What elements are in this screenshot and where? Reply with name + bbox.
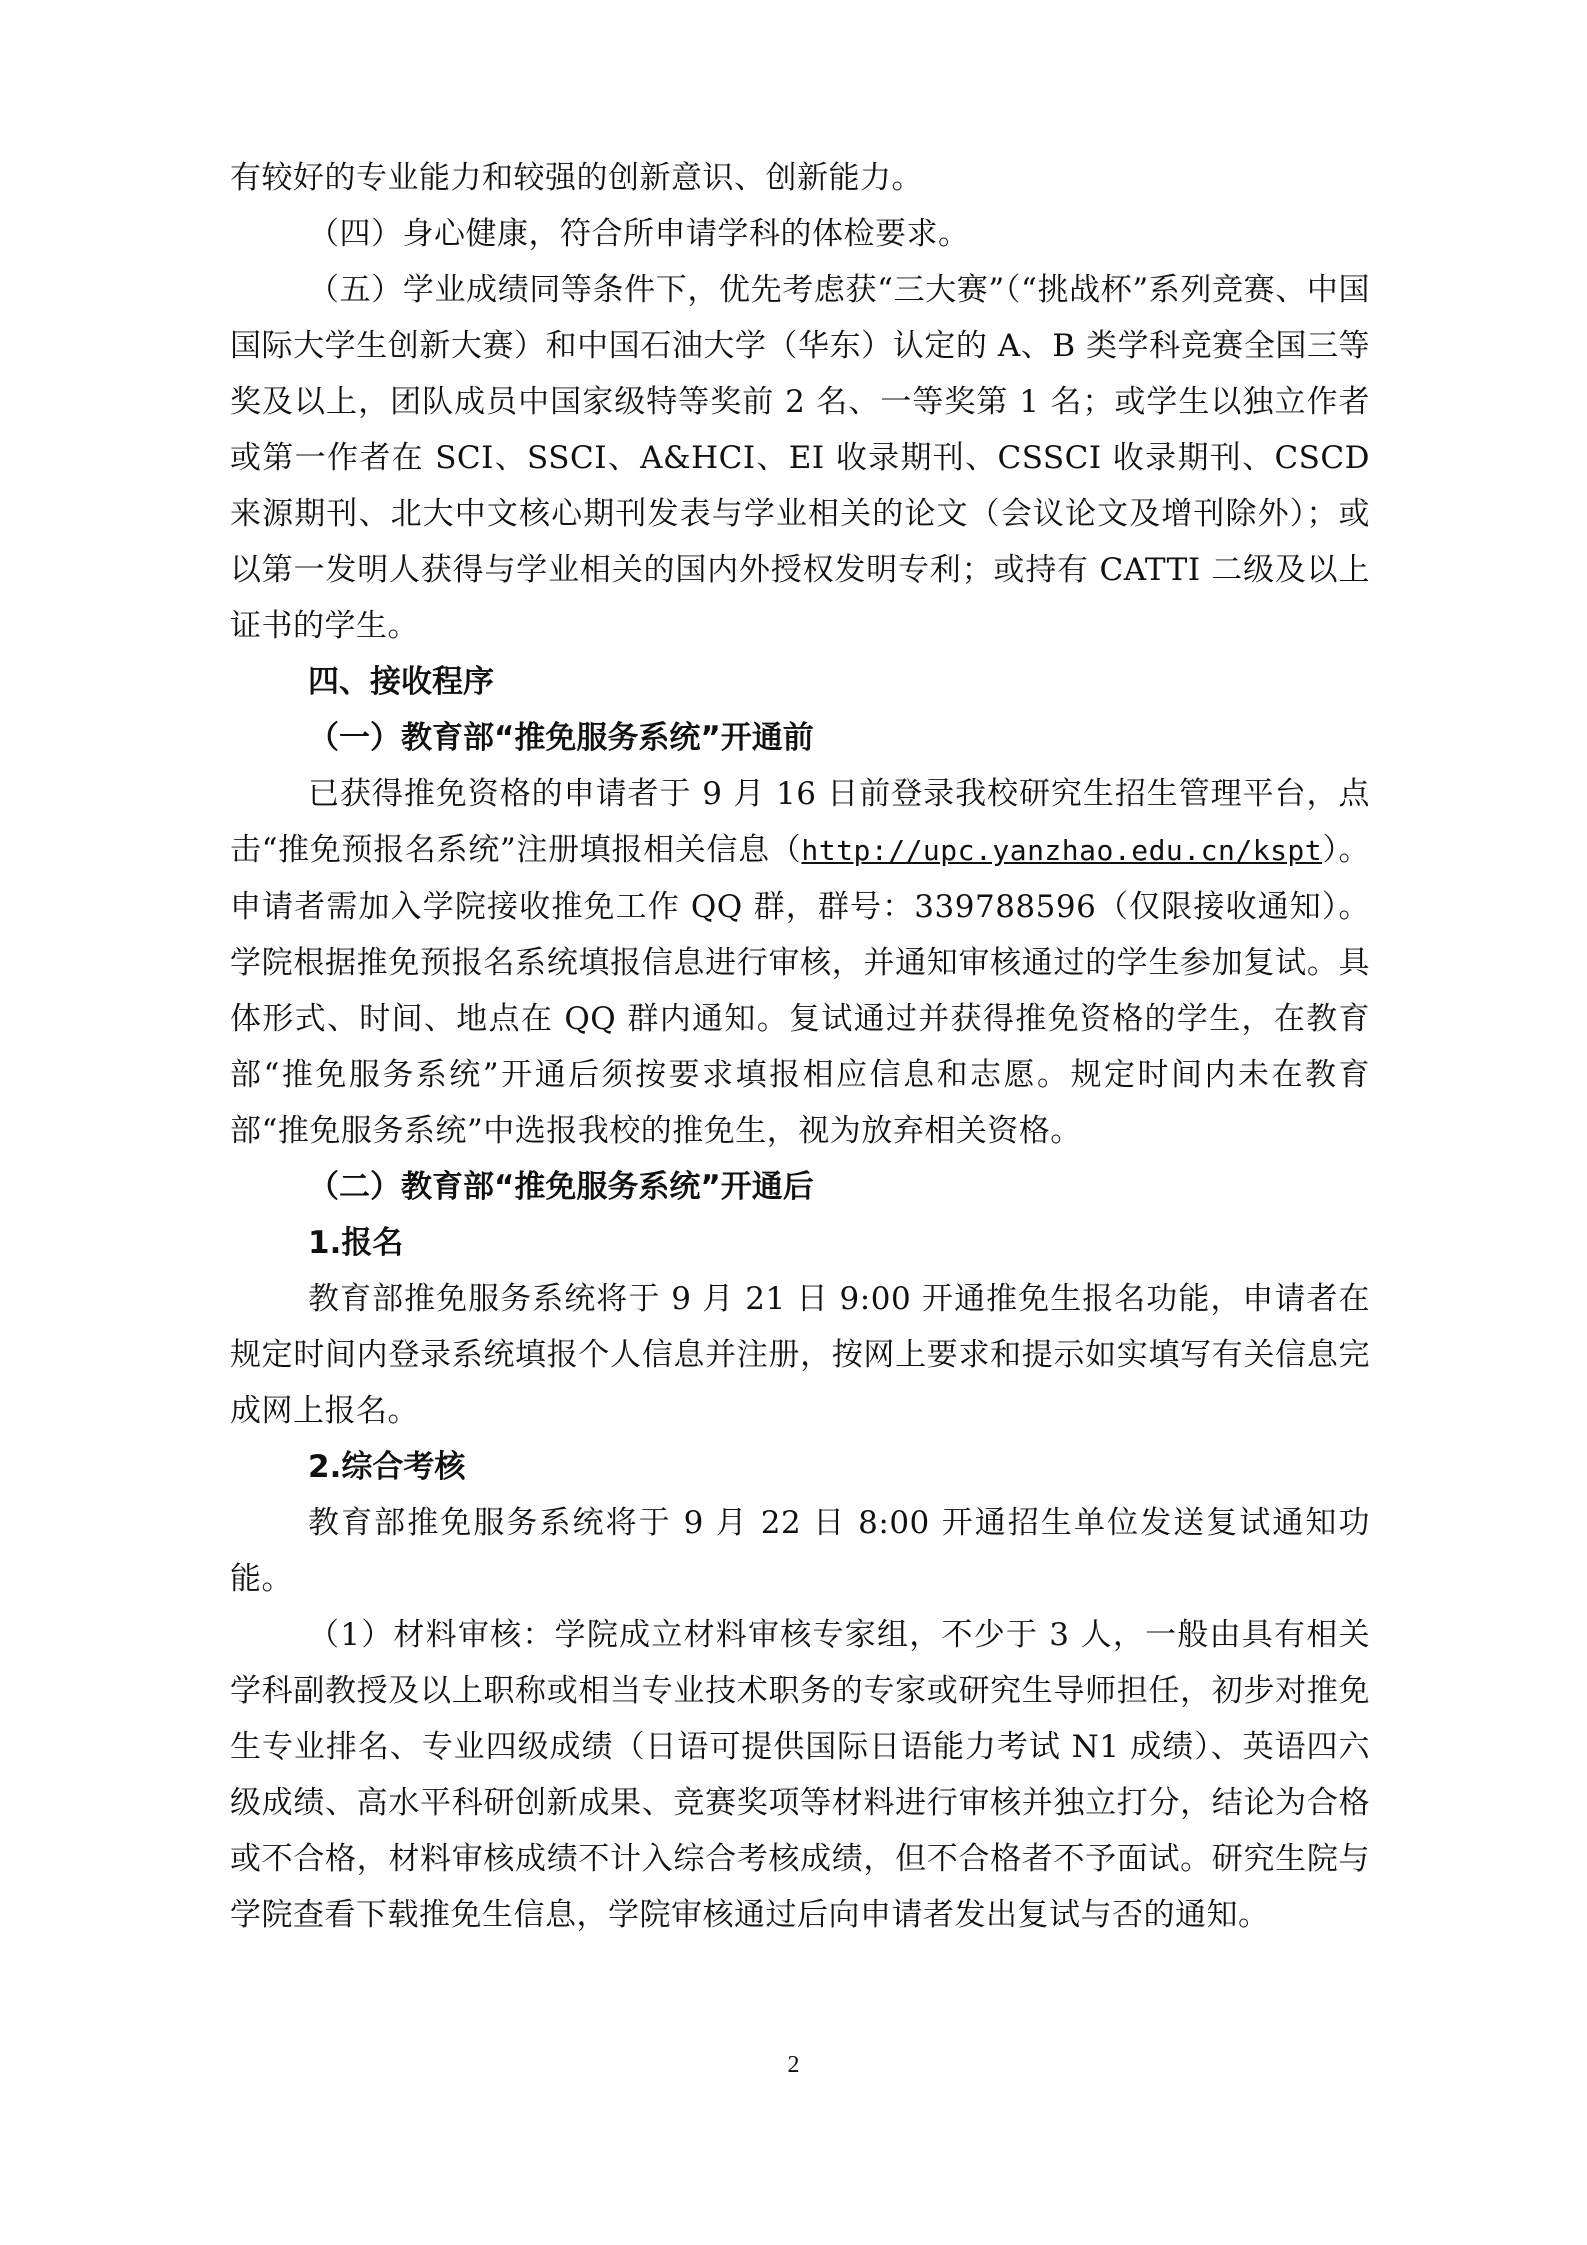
section-heading-admission-procedure: 四、接收程序	[308, 664, 494, 700]
paragraph-continuation: 有较好的专业能力和较强的创新意识、创新能力。	[230, 160, 923, 196]
pre-registration-text-before: 已获得推免资格的申请者于 9 月 16 日前登录我校研究生招生管理平台，点击“推免预报名系统”注册填报相关信息（	[230, 776, 1370, 868]
subsection-heading-before-system: （一）教育部“推免服务系统”开通前	[308, 720, 814, 756]
paragraph-registration: 教育部推免服务系统将于 9 月 21 日 9:00 开通推免生报名功能，申请者在规定时间内登录系统填报个人信息并注册，按网上要求和提示如实填写有关信息完成网上报名。	[230, 1281, 1370, 1429]
item-heading-assessment: 2.综合考核	[308, 1449, 466, 1485]
paragraph-retest-notice: 教育部推免服务系统将于 9 月 22 日 8:00 开通招生单位发送复试通知功能。	[230, 1505, 1370, 1597]
document-body	[230, 150, 1370, 1943]
item-heading-registration: 1.报名	[308, 1225, 404, 1261]
pre-registration-text-after: ）。申请者需加入学院接收推免工作 QQ 群，群号：339788596（仅限接收通知）。学院根据推免预报名系统填报信息进行审核，并通知审核通过的学生参加复试。具体形式、时间、地点在 QQ 群内通知。复试通过并获得推免资格的学生，在教育部“推免服务系统”开通后须按要求填报相应信息和志愿。规定时间内未在教育部“推免服务系统”中选报我校的推免生，视为放弃相关资格。	[230, 832, 1370, 1149]
paragraph-health-requirement: （四）身心健康，符合所申请学科的体检要求。	[308, 216, 970, 252]
paragraph-priority-conditions: （五）学业成绩同等条件下，优先考虑获“三大赛”（“挑战杯”系列竞赛、中国国际大学生创新大赛）和中国石油大学（华东）认定的 A、B 类学科竞赛全国三等奖及以上，团队成员中国家级特等奖前 2 名、一等奖第 1 名；或学生以独立作者或第一作者在 SCI、SSCI、A&HCI、EI 收录期刊、CSSCI 收录期刊、CSCD 来源期刊、北大中文核心期刊发表与学业相关的论文（会议论文及增刊除外）；或以第一发明人获得与学业相关的国内外授权发明专利；或持有 CATTI 二级及以上证书的学生。	[230, 272, 1370, 644]
registration-link[interactable]: http://upc.yanzhao.edu.cn/kspt	[801, 834, 1323, 867]
page-number: 2	[787, 2052, 800, 2078]
subsection-heading-after-system: （二）教育部“推免服务系统”开通后	[308, 1169, 814, 1205]
paragraph-material-review: （1）材料审核：学院成立材料审核专家组，不少于 3 人，一般由具有相关学科副教授及以上职称或相当专业技术职务的专家或研究生导师担任，初步对推免生专业排名、专业四级成绩（日语可提供国际日语能力考试 N1 成绩）、英语四六级成绩、高水平科研创新成果、竞赛奖项等材料进行审核并独立打分，结论为合格或不合格，材料审核成绩不计入综合考核成绩，但不合格者不予面试。研究生院与学院查看下载推免生信息，学院审核通过后向申请者发出复试与否的通知。	[230, 1617, 1370, 1933]
paragraph-pre-registration	[230, 766, 1370, 1159]
